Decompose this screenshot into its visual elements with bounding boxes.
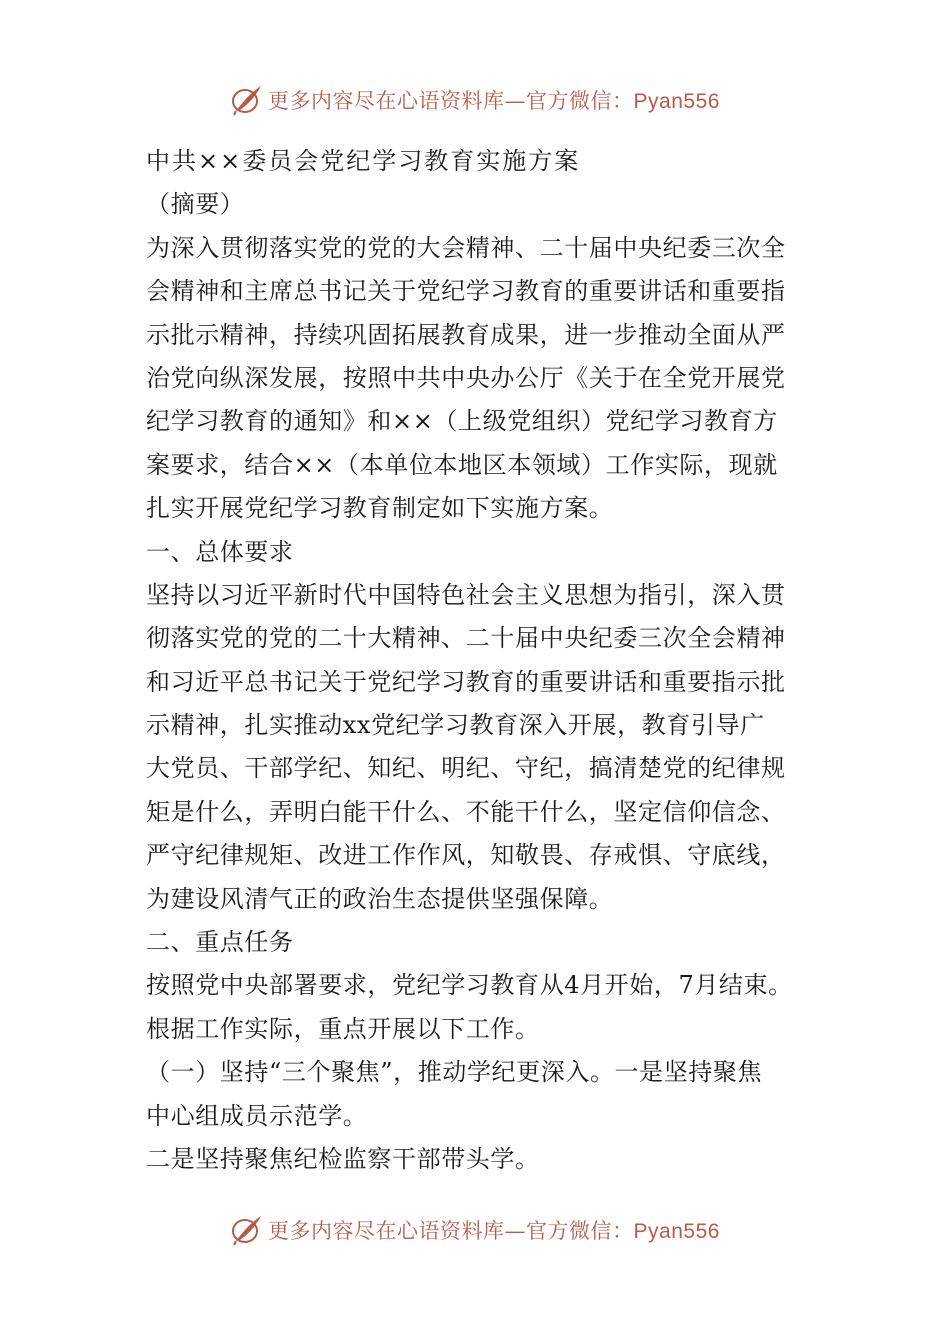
- document-subtitle: （摘要）: [146, 190, 245, 219]
- quill-pen-icon: [230, 83, 264, 117]
- paragraph-line: 案要求，结合××（本单位本地区本领域）工作实际，现就: [146, 450, 778, 479]
- paragraph-line: 中心组成员示范学。: [146, 1101, 368, 1130]
- watermark-banner-bottom: [0, 1210, 950, 1250]
- watermark-text: 更多内容尽在心语资料库—官方微信：Pyan556: [268, 1219, 720, 1243]
- paragraph-line: 和习近平总书记关于党纪学习教育的重要讲话和重要指示批: [146, 667, 786, 696]
- section-heading: 一、总体要求: [146, 537, 294, 566]
- watermark-banner-top: [0, 80, 950, 120]
- paragraph-line: 二是坚持聚焦纪检监察干部带头学。: [146, 1144, 540, 1173]
- paragraph-line: 坚持以习近平新时代中国特色社会主义思想为指引，深入贯: [146, 580, 786, 609]
- section-heading: 二、重点任务: [146, 928, 294, 957]
- quill-pen-icon: [230, 1213, 264, 1247]
- paragraph-line: （一）坚持“三个聚焦”，推动学纪更深入。一是坚持聚焦: [146, 1058, 763, 1087]
- paragraph-line: 扎实开展党纪学习教育制定如下实施方案。: [146, 494, 614, 523]
- paragraph-line: 按照党中央部署要求，党纪学习教育从4月开始，7月结束。: [146, 971, 793, 1000]
- paragraph-line: 大党员、干部学纪、知纪、明纪、守纪，搞清楚党的纪律规: [146, 754, 786, 783]
- paragraph-line: 根据工作实际，重点开展以下工作。: [146, 1014, 540, 1043]
- document-body: [146, 140, 816, 1181]
- watermark-text: 更多内容尽在心语资料库—官方微信：Pyan556: [268, 89, 720, 113]
- paragraph-line: 彻落实党的党的二十大精神、二十届中央纪委三次全会精神: [146, 624, 786, 653]
- paragraph-line: 示精神，扎实推动xx党纪学习教育深入开展，教育引导广: [146, 711, 765, 740]
- watermark-handle: Pyan556: [633, 90, 720, 113]
- paragraph-line: 严守纪律规矩、改进工作作风，知敬畏、存戒惧、守底线，: [146, 841, 786, 870]
- paragraph-line: 会精神和主席总书记关于党纪学习教育的重要讲话和重要指: [146, 277, 786, 306]
- watermark-handle: Pyan556: [633, 1220, 720, 1243]
- document-title: 中共××委员会党纪学习教育实施方案: [146, 147, 581, 175]
- paragraph-line: 纪学习教育的通知》和××（上级党组织）党纪学习教育方: [146, 407, 778, 436]
- paragraph-line: 矩是什么，弄明白能干什么、不能干什么，坚定信仰信念、: [146, 797, 786, 826]
- paragraph-line: 治党向纵深发展，按照中共中央办公厅《关于在全党开展党: [146, 363, 786, 392]
- paragraph-line: 为深入贯彻落实党的党的大会精神、二十届中央纪委三次全: [146, 233, 786, 262]
- paragraph-line: 为建设风清气正的政治生态提供坚强保障。: [146, 884, 614, 913]
- paragraph-line: 示批示精神，持续巩固拓展教育成果，进一步推动全面从严: [146, 320, 786, 349]
